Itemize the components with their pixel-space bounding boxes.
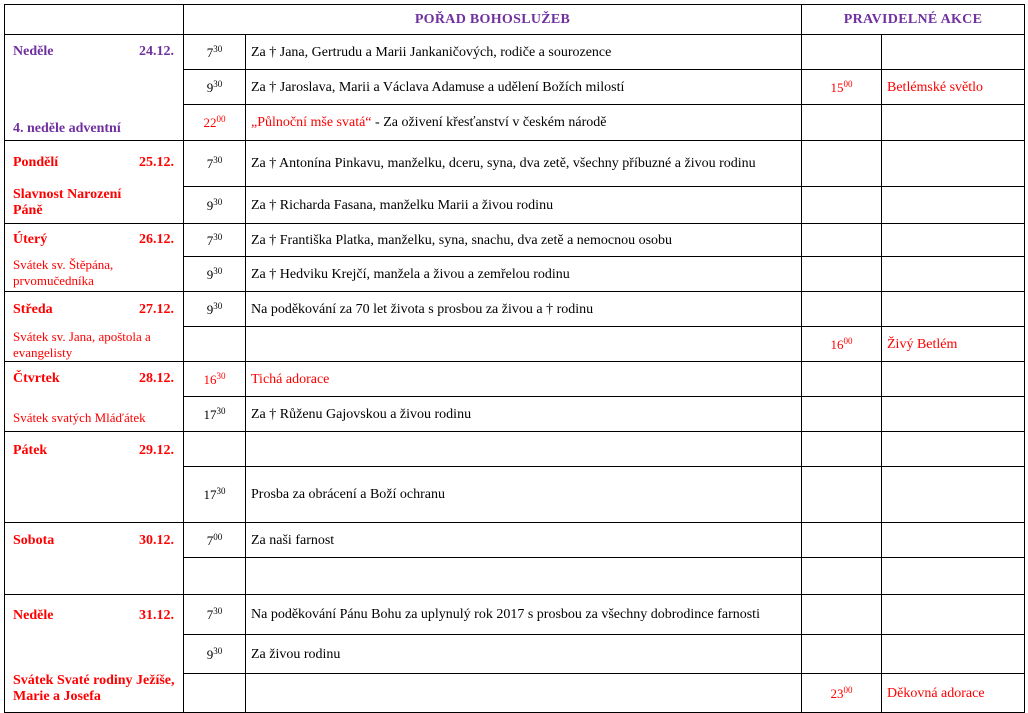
event-time	[802, 70, 882, 105]
mass-time-hour: 17	[203, 487, 217, 502]
mass-time-minutes: 30	[216, 370, 226, 381]
mass-time-hour: 9	[206, 301, 214, 317]
mass-time	[184, 635, 246, 674]
schedule-row	[5, 224, 1025, 257]
mass-time	[184, 595, 246, 635]
day-name: Neděle	[13, 44, 54, 59]
mass-intention	[246, 432, 802, 467]
mass-time-hour: 16	[203, 371, 217, 387]
schedule-row	[5, 362, 1025, 397]
mass-intention-highlight: Tichá adorace	[251, 371, 330, 387]
day-cell-box	[10, 292, 178, 361]
day-date: 24.12.	[139, 44, 174, 59]
event-time-hour: 23	[830, 685, 844, 701]
event-time-minutes: 00	[843, 78, 853, 89]
schedule-row	[5, 432, 1025, 467]
mass-intention	[246, 595, 802, 635]
mass-intention-text: Za † Františka Platka, manželku, syna, snachu, dva zetě a nemocnou osobu	[251, 232, 673, 248]
mass-time-hour: 9	[206, 266, 214, 282]
event-name	[882, 224, 1025, 257]
mass-intention	[246, 224, 802, 257]
mass-time-hour: 7	[206, 232, 214, 248]
day-date: 30.12.	[139, 533, 174, 548]
event-name	[882, 70, 1025, 105]
mass-time-minutes: 30	[216, 486, 226, 496]
event-name-text: Děkovná adorace	[887, 685, 985, 701]
event-name	[882, 467, 1025, 523]
event-time	[802, 467, 882, 523]
day-name: Pátek	[13, 443, 48, 458]
event-time	[802, 523, 882, 558]
event-name	[882, 595, 1025, 635]
day-cell-box	[10, 35, 178, 140]
event-name	[882, 35, 1025, 70]
day-date: 25.12.	[139, 155, 174, 170]
day-cell	[5, 224, 184, 292]
mass-time-hour: 9	[206, 197, 214, 213]
day-cell-box	[10, 224, 178, 291]
event-name	[882, 292, 1025, 327]
event-time	[802, 595, 882, 635]
mass-time	[184, 224, 246, 257]
event-time	[802, 105, 882, 141]
mass-intention-text: Za † Jana, Gertrudu a Marii Jankaničových, rodiče a sourozence	[251, 44, 612, 60]
header-empty-cell	[5, 5, 184, 35]
mass-time	[184, 558, 246, 595]
event-name	[882, 432, 1025, 467]
mass-time	[184, 674, 246, 713]
mass-time-hour: 9	[206, 79, 214, 95]
mass-intention	[246, 467, 802, 523]
mass-intention-highlight: „Půlnoční mše svatá“	[251, 115, 372, 130]
mass-time-hour: 9	[206, 646, 214, 662]
mass-time-minutes: 30	[213, 300, 223, 311]
mass-time	[184, 397, 246, 432]
mass-time-minutes: 30	[213, 645, 223, 656]
event-name-text: Betlémské světlo	[887, 79, 984, 95]
event-time	[802, 35, 882, 70]
mass-intention-text: Za † Růženu Gajovskou a živou rodinu	[251, 406, 472, 422]
mass-intention	[246, 257, 802, 292]
feast-name: 4. neděle adventní	[13, 121, 121, 136]
mass-time	[184, 467, 246, 523]
day-date: 31.12.	[139, 608, 174, 623]
day-cell	[5, 292, 184, 362]
day-date: 27.12.	[139, 302, 174, 317]
mass-intention	[246, 523, 802, 558]
event-time	[802, 558, 882, 595]
day-cell	[5, 523, 184, 595]
day-name: Čtvrtek	[13, 371, 60, 386]
event-time-minutes: 00	[843, 335, 853, 346]
day-name: Pondělí	[13, 155, 59, 170]
mass-schedule-table	[4, 4, 1025, 713]
event-time	[802, 257, 882, 292]
schedule-title: POŘAD BOHOSLUŽEB	[184, 5, 802, 35]
day-date: 26.12.	[139, 232, 174, 247]
day-cell-box	[10, 595, 178, 712]
event-name	[882, 187, 1025, 224]
event-name	[882, 362, 1025, 397]
mass-time	[184, 141, 246, 187]
mass-intention	[246, 362, 802, 397]
mass-time	[184, 432, 246, 467]
day-name: Sobota	[13, 533, 55, 548]
day-date: 29.12.	[139, 443, 174, 458]
feast-name: Svátek Svaté rodiny Ježíše, Marie a Josefa	[13, 673, 175, 704]
event-time	[802, 362, 882, 397]
event-time	[802, 674, 882, 713]
mass-intention	[246, 35, 802, 70]
event-time	[802, 397, 882, 432]
mass-time	[184, 187, 246, 224]
event-time-hour: 16	[830, 336, 844, 352]
day-cell-box	[10, 362, 178, 431]
feast-name: Slavnost Narození Páně	[13, 187, 122, 218]
day-name: Úterý	[13, 232, 48, 247]
event-time	[802, 224, 882, 257]
mass-time	[184, 327, 246, 362]
mass-time-hour: 7	[206, 607, 214, 622]
mass-time	[184, 35, 246, 70]
feast-name: Svátek sv. Štěpána, prvomučedníka	[13, 257, 114, 288]
mass-intention-text: Na poděkování za 70 let života s prosbou za živou a † rodinu	[251, 301, 594, 317]
event-time	[802, 292, 882, 327]
mass-time-minutes: 30	[213, 78, 223, 89]
mass-time	[184, 257, 246, 292]
mass-time-hour: 7	[206, 156, 214, 171]
day-name: Středa	[13, 302, 53, 317]
event-name	[882, 105, 1025, 141]
event-name	[882, 397, 1025, 432]
day-cell	[5, 595, 184, 713]
event-time	[802, 187, 882, 224]
schedule-row	[5, 141, 1025, 187]
mass-time-hour: 22	[203, 115, 217, 130]
mass-time	[184, 292, 246, 327]
mass-time	[184, 523, 246, 558]
event-time-minutes: 00	[843, 684, 853, 695]
schedule-row	[5, 595, 1025, 635]
mass-intention	[246, 397, 802, 432]
day-cell-box	[10, 432, 178, 522]
day-cell	[5, 35, 184, 141]
event-name	[882, 523, 1025, 558]
feast-name: Svátek sv. Jana, apoštola a evangelisty	[13, 329, 151, 360]
mass-time-hour: 7	[206, 44, 214, 60]
mass-intention	[246, 558, 802, 595]
mass-intention-text: Za živou rodinu	[251, 646, 341, 662]
mass-intention-text: Prosba za obrácení a Boží ochranu	[251, 487, 445, 502]
event-time	[802, 635, 882, 674]
mass-intention-text: Za † Jaroslava, Marii a Václava Adamuse a udělení Božích milostí	[251, 79, 625, 95]
mass-intention-text: Za † Richarda Fasana, manželku Marii a živou rodinu	[251, 197, 554, 213]
mass-time-minutes: 30	[213, 265, 223, 276]
mass-intention	[246, 674, 802, 713]
feast-name: Svátek svatých Mláďátek	[13, 410, 146, 425]
day-name: Neděle	[13, 608, 54, 623]
mass-intention	[246, 141, 802, 187]
schedule-row	[5, 35, 1025, 70]
day-cell	[5, 362, 184, 432]
mass-time-minutes: 30	[216, 405, 226, 416]
day-cell-box	[10, 523, 178, 594]
mass-time-minutes: 30	[213, 231, 223, 242]
mass-intention-text: Za † Hedviku Krejčí, manžela a živou a zemřelou rodinu	[251, 266, 570, 282]
event-name	[882, 257, 1025, 292]
mass-intention-text: - Za oživení křesťanství v českém národě	[371, 115, 607, 130]
mass-time-minutes: 30	[213, 155, 223, 165]
event-name	[882, 674, 1025, 713]
mass-time-hour: 7	[206, 532, 214, 548]
mass-intention	[246, 70, 802, 105]
mass-intention	[246, 292, 802, 327]
event-time	[802, 327, 882, 362]
mass-time-minutes: 30	[213, 196, 223, 207]
day-date: 28.12.	[139, 371, 174, 386]
mass-time	[184, 362, 246, 397]
mass-time-minutes: 00	[216, 114, 226, 124]
schedule-row	[5, 523, 1025, 558]
event-name	[882, 635, 1025, 674]
event-time	[802, 141, 882, 187]
mass-intention	[246, 105, 802, 141]
mass-time-minutes: 00	[213, 531, 223, 542]
mass-time-hour: 17	[203, 406, 217, 422]
mass-intention	[246, 327, 802, 362]
regular-events-title: PRAVIDELNÉ AKCE	[802, 5, 1025, 35]
event-name	[882, 558, 1025, 595]
event-name-text: Živý Betlém	[887, 336, 958, 352]
mass-time-minutes: 30	[213, 43, 223, 54]
event-name	[882, 141, 1025, 187]
day-cell	[5, 141, 184, 224]
mass-time	[184, 70, 246, 105]
mass-intention-text: Na poděkování Pánu Bohu za uplynulý rok 2017 s prosbou za všechny dobrodince farnosti	[251, 607, 760, 622]
day-cell	[5, 432, 184, 523]
mass-time-minutes: 30	[213, 606, 223, 616]
mass-intention-text: Za naši farnost	[251, 532, 335, 548]
mass-intention	[246, 635, 802, 674]
mass-intention	[246, 187, 802, 224]
schedule-row	[5, 292, 1025, 327]
event-time	[802, 432, 882, 467]
mass-time	[184, 105, 246, 141]
day-cell-box	[10, 141, 178, 223]
event-time-hour: 15	[830, 79, 844, 95]
mass-intention-text: Za † Antonína Pinkavu, manželku, dceru, syna, dva zetě, všechny příbuzné a živou rodinu	[251, 156, 756, 171]
event-name	[882, 327, 1025, 362]
